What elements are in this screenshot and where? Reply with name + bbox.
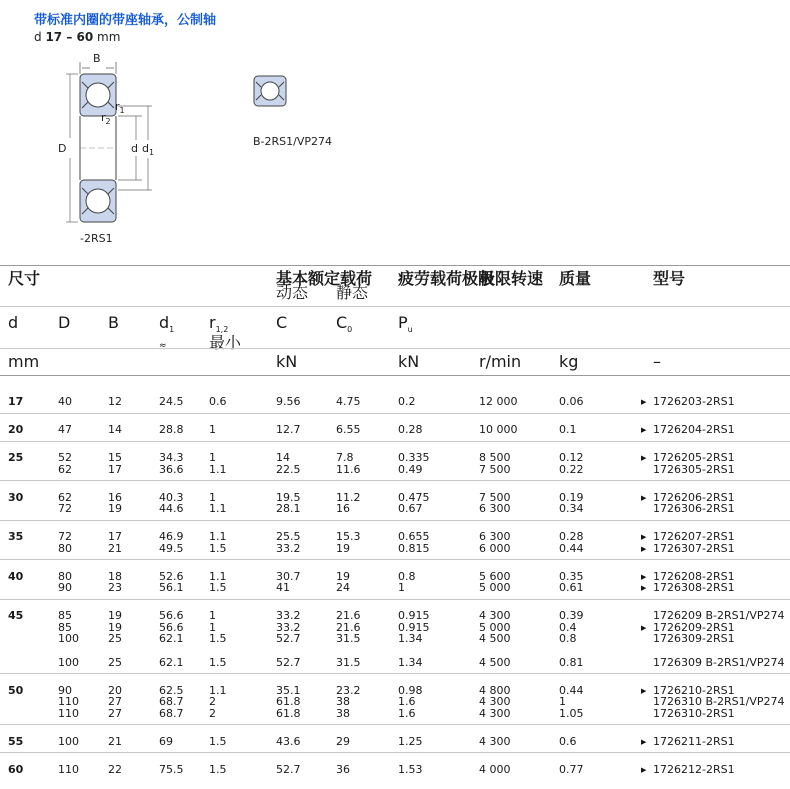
cell-C: 25.5 (276, 530, 301, 543)
bore-diameter-cell: 30 (8, 490, 24, 504)
cell-D: 100 (58, 734, 79, 748)
dim-label-D: D (58, 142, 67, 155)
cell-mass: 0.22 (559, 462, 584, 476)
cell-B: 23 (108, 581, 122, 594)
cell-r: 2 (209, 695, 216, 708)
subtitle-range: 17 – 60 (45, 30, 94, 44)
designation-arrow-icon: ▶ (641, 426, 647, 434)
cell-Pu: 0.655 (398, 530, 430, 543)
cell-Pu: 0.67 (398, 502, 423, 515)
cell-C0: 19 (336, 541, 350, 555)
cell-D: 62 (58, 462, 72, 476)
unit-dimensions: mm (8, 352, 40, 371)
cell-D: 80 (58, 541, 72, 555)
cell-C: 61.8 (276, 695, 301, 708)
cell-speed: 6 300 (479, 530, 511, 543)
designation-link[interactable]: 1726209 B-2RS1/VP274 (653, 609, 785, 622)
cell-r: 1.1 (209, 502, 227, 515)
cell-d1: 28.8 (159, 423, 184, 436)
cell-C: 22.5 (276, 462, 301, 476)
cell-mass: 1 (559, 695, 566, 708)
designation-link[interactable]: 1726310-2RS1 (653, 706, 735, 720)
cell-Pu: 0.815 (398, 541, 430, 555)
cell-C: 41 (276, 581, 290, 594)
caption-2rs1: -2RS1 (80, 232, 113, 245)
dim-label-d: d (131, 142, 138, 155)
designation-arrow-icon: ▶ (641, 737, 647, 746)
designation-link[interactable]: 1726212-2RS1 (653, 762, 735, 776)
cell-r: 1.5 (209, 734, 227, 748)
cell-r: 1.1 (209, 569, 227, 583)
header-bottom-rule (0, 375, 790, 376)
header-divider-rule (0, 306, 790, 307)
cell-r: 1.5 (209, 581, 227, 594)
designation-arrow-icon: ▶ (641, 454, 647, 462)
upper-ball (86, 83, 110, 107)
cell-d1: 68.7 (159, 706, 184, 720)
cell-mass: 0.12 (559, 451, 584, 464)
cell-D: 85 (58, 620, 72, 634)
header-designation: 型号 (653, 269, 686, 288)
cell-B: 21 (108, 734, 122, 748)
cell-C: 52.7 (276, 762, 301, 776)
cell-B: 27 (108, 706, 122, 720)
cell-r: 0.6 (209, 395, 227, 408)
cell-d1: 69 (159, 734, 173, 748)
group-divider-rule (0, 599, 790, 600)
designation-link[interactable]: 1726203-2RS1 (653, 395, 735, 408)
dim-label-r2: $r_2$ (101, 111, 111, 127)
cell-d1: 62.1 (159, 655, 184, 669)
cell-d1: 56.6 (159, 620, 184, 634)
cell-C0: 38 (336, 695, 350, 708)
caption-vp274: B-2RS1/VP274 (253, 135, 332, 148)
bore-diameter-cell: 55 (8, 734, 24, 748)
cell-mass: 0.06 (559, 395, 584, 408)
vp274-ball (261, 82, 279, 100)
cell-d1: 62.5 (159, 683, 184, 697)
cell-speed: 7 500 (479, 462, 511, 476)
cell-B: 15 (108, 451, 122, 464)
cell-mass: 0.61 (559, 581, 584, 594)
designation-arrow-icon: ▶ (641, 398, 647, 406)
cell-C0: 21.6 (336, 620, 361, 634)
cell-C0: 36 (336, 762, 350, 776)
cell-C0: 19 (336, 569, 350, 583)
cell-B: 22 (108, 762, 122, 776)
cell-C0: 4.75 (336, 395, 361, 408)
group-divider-rule (0, 520, 790, 521)
cell-Pu: 0.335 (398, 451, 430, 464)
cell-D: 100 (58, 632, 79, 645)
group-divider-rule (0, 441, 790, 442)
header-basic-load-rating: 基本额定载荷 (276, 269, 373, 288)
cell-r: 1.5 (209, 632, 227, 645)
cell-Pu: 1.6 (398, 706, 416, 720)
cell-r: 2 (209, 706, 216, 720)
cell-D: 90 (58, 683, 72, 697)
cell-Pu: 0.98 (398, 683, 423, 697)
cell-Pu: 0.915 (398, 620, 430, 634)
cell-B: 19 (108, 502, 122, 515)
cell-speed: 6 000 (479, 541, 511, 555)
cell-D: 47 (58, 423, 72, 436)
cell-Pu: 1.34 (398, 655, 423, 669)
page-title: 带标准内圈的带座轴承，公制轴 (34, 13, 217, 28)
cell-speed: 12 000 (479, 395, 518, 408)
cell-speed: 4 300 (479, 706, 511, 720)
cell-speed: 4 300 (479, 695, 511, 708)
designation-link[interactable]: 1726206-2RS1 (653, 490, 735, 504)
cell-D: 90 (58, 581, 72, 594)
designation-link[interactable]: 1726307-2RS1 (653, 541, 735, 555)
cell-C: 14 (276, 451, 290, 464)
dim-label-r1: $r_1$ (115, 100, 125, 116)
cell-mass: 0.44 (559, 683, 584, 697)
cell-d1: 68.7 (159, 695, 184, 708)
cell-C: 33.2 (276, 541, 301, 555)
cell-mass: 0.39 (559, 609, 584, 622)
cell-C: 61.8 (276, 706, 301, 720)
cell-B: 14 (108, 423, 122, 436)
header-dynamic: 动态 (276, 283, 309, 302)
cell-C0: 29 (336, 734, 350, 748)
unit-designation: – (653, 352, 661, 371)
cell-C0: 21.6 (336, 609, 361, 622)
cell-D: 110 (58, 695, 79, 708)
cell-B: 18 (108, 569, 122, 583)
subtitle-symbol: d (34, 30, 42, 44)
cell-D: 110 (58, 762, 79, 776)
bore-diameter-cell: 50 (8, 683, 24, 697)
sym-r12: $r_{1,2}$ 最小 (209, 313, 242, 353)
cell-B: 17 (108, 462, 122, 476)
cell-d1: 56.6 (159, 609, 184, 622)
cell-C0: 16 (336, 502, 350, 515)
cell-C: 33.2 (276, 609, 301, 622)
cell-C: 19.5 (276, 490, 301, 504)
cell-d1: 75.5 (159, 762, 184, 776)
cell-Pu: 0.49 (398, 462, 423, 476)
header-limiting-speed: 极限转速 (479, 269, 544, 288)
cell-speed: 5 600 (479, 569, 511, 583)
cell-mass: 0.44 (559, 541, 584, 555)
bore-diameter-cell: 25 (8, 451, 24, 464)
header-fatigue-limit: 疲劳载荷极限 (398, 269, 495, 288)
cell-speed: 5 000 (479, 581, 511, 594)
cell-Pu: 1.6 (398, 695, 416, 708)
designation-arrow-icon: ▶ (641, 686, 647, 695)
cell-r: 1.1 (209, 530, 227, 543)
unit-mass: kg (559, 352, 579, 371)
cell-C0: 38 (336, 706, 350, 720)
cell-D: 110 (58, 706, 79, 720)
bearing-section-diagram (0, 0, 360, 250)
cell-speed: 10 000 (479, 423, 518, 436)
cell-speed: 4 300 (479, 609, 511, 622)
designation-link[interactable]: 1726306-2RS1 (653, 502, 735, 515)
cell-Pu: 0.915 (398, 609, 430, 622)
sym-C: C (276, 313, 288, 332)
cell-C: 30.7 (276, 569, 301, 583)
header-dimensions: 尺寸 (8, 269, 41, 288)
designation-link[interactable]: 1726210-2RS1 (653, 683, 735, 697)
cell-r: 1.1 (209, 683, 227, 697)
designation-link[interactable]: 1726205-2RS1 (653, 451, 735, 464)
cell-C0: 6.55 (336, 423, 361, 436)
cell-mass: 0.34 (559, 502, 584, 515)
designation-link[interactable]: 1726308-2RS1 (653, 581, 735, 594)
header-mass: 质量 (559, 269, 592, 288)
table-top-rule (0, 265, 790, 266)
cell-B: 21 (108, 541, 122, 555)
cell-speed: 4 500 (479, 632, 511, 645)
cell-d1: 62.1 (159, 632, 184, 645)
cell-C0: 11.2 (336, 490, 361, 504)
bore-diameter-cell: 45 (8, 609, 24, 622)
cell-mass: 0.8 (559, 632, 577, 645)
cell-B: 16 (108, 490, 122, 504)
cell-B: 19 (108, 620, 122, 634)
cell-d1: 40.3 (159, 490, 184, 504)
cell-C0: 24 (336, 581, 350, 594)
cell-C: 12.7 (276, 423, 301, 436)
cell-D: 40 (58, 395, 72, 408)
cell-r: 1.5 (209, 762, 227, 776)
cell-D: 72 (58, 530, 72, 543)
cell-B: 12 (108, 395, 122, 408)
cell-C: 9.56 (276, 395, 301, 408)
sym-d: d (8, 313, 19, 332)
cell-Pu: 1 (398, 581, 405, 594)
cell-Pu: 1.34 (398, 632, 423, 645)
cell-C: 52.7 (276, 632, 301, 645)
cell-D: 52 (58, 451, 72, 464)
cell-C: 52.7 (276, 655, 301, 669)
group-divider-rule (0, 559, 790, 560)
sym-d1: $d_1$ ≈ (159, 313, 175, 352)
cell-r: 1.1 (209, 462, 227, 476)
cell-speed: 7 500 (479, 490, 511, 504)
symbol-divider-rule (0, 348, 790, 349)
cell-C0: 15.3 (336, 530, 361, 543)
cell-mass: 0.6 (559, 734, 577, 748)
cell-D: 85 (58, 609, 72, 622)
sym-C0: $C_0$ (336, 313, 353, 335)
cell-speed: 4 000 (479, 762, 511, 776)
cell-B: 20 (108, 683, 122, 697)
unit-load: kN (276, 352, 298, 371)
cell-mass: 0.35 (559, 569, 584, 583)
cell-speed: 4 800 (479, 683, 511, 697)
designation-link[interactable]: 1726211-2RS1 (653, 734, 735, 748)
cell-D: 72 (58, 502, 72, 515)
group-divider-rule (0, 413, 790, 414)
cell-mass: 0.1 (559, 423, 577, 436)
cell-r: 1 (209, 620, 216, 634)
cell-C: 35.1 (276, 683, 301, 697)
cell-d1: 49.5 (159, 541, 184, 555)
designation-arrow-icon: ▶ (641, 544, 647, 553)
cell-C0: 11.6 (336, 462, 361, 476)
cell-d1: 24.5 (159, 395, 184, 408)
cell-D: 100 (58, 655, 79, 669)
cell-C0: 23.2 (336, 683, 361, 697)
cell-d1: 56.1 (159, 581, 184, 594)
cell-mass: 0.77 (559, 762, 584, 776)
cell-r: 1.5 (209, 541, 227, 555)
cell-D: 62 (58, 490, 72, 504)
unit-speed: r/min (479, 352, 522, 371)
group-divider-rule (0, 673, 790, 674)
cell-r: 1 (209, 490, 216, 504)
cell-Pu: 0.8 (398, 569, 416, 583)
cell-mass: 0.19 (559, 490, 584, 504)
cell-B: 25 (108, 632, 122, 645)
cell-speed: 6 300 (479, 502, 511, 515)
designation-link[interactable]: 1726209-2RS1 (653, 620, 735, 634)
cell-speed: 5 000 (479, 620, 511, 634)
designation-link[interactable]: 1726208-2RS1 (653, 569, 735, 583)
cell-B: 25 (108, 655, 122, 669)
designation-link[interactable]: 1726204-2RS1 (653, 423, 735, 436)
dim-label-d1: $d_1$ (142, 142, 155, 158)
sym-Pu: $P_u$ (398, 313, 413, 335)
cell-speed: 4 300 (479, 734, 511, 748)
group-divider-rule (0, 480, 790, 481)
cell-d1: 44.6 (159, 502, 184, 515)
bore-diameter-cell: 60 (8, 762, 24, 776)
designation-link[interactable]: 1726309 B-2RS1/VP274 (653, 655, 785, 669)
cell-Pu: 0.28 (398, 423, 423, 436)
designation-link[interactable]: 1726310 B-2RS1/VP274 (653, 695, 785, 708)
cell-mass: 0.4 (559, 620, 577, 634)
cell-r: 1.5 (209, 655, 227, 669)
cell-mass: 0.28 (559, 530, 584, 543)
designation-link[interactable]: 1726305-2RS1 (653, 462, 735, 476)
cell-d1: 36.6 (159, 462, 184, 476)
cell-d1: 52.6 (159, 569, 184, 583)
cell-speed: 8 500 (479, 451, 511, 464)
cell-C0: 31.5 (336, 655, 361, 669)
cell-r: 1 (209, 609, 216, 622)
designation-arrow-icon: ▶ (641, 572, 647, 581)
cell-mass: 0.81 (559, 655, 584, 669)
cell-mass: 1.05 (559, 706, 584, 720)
cell-C: 33.2 (276, 620, 301, 634)
cell-d1: 34.3 (159, 451, 184, 464)
sym-D: D (58, 313, 71, 332)
designation-arrow-icon: ▶ (641, 765, 647, 774)
cell-speed: 4 500 (479, 655, 511, 669)
bore-diameter-cell: 40 (8, 569, 24, 583)
cell-Pu: 0.2 (398, 395, 416, 408)
designation-link[interactable]: 1726207-2RS1 (653, 530, 735, 543)
cell-Pu: 1.53 (398, 762, 423, 776)
cell-B: 17 (108, 530, 122, 543)
designation-arrow-icon: ▶ (641, 493, 647, 502)
cell-r: 1 (209, 451, 216, 464)
cell-r: 1 (209, 423, 216, 436)
designation-arrow-icon: ▶ (641, 533, 647, 541)
group-divider-rule (0, 752, 790, 753)
designation-arrow-icon: ▶ (641, 623, 647, 632)
cell-C: 43.6 (276, 734, 301, 748)
group-divider-rule (0, 724, 790, 725)
cell-C0: 7.8 (336, 451, 354, 464)
cell-Pu: 0.475 (398, 490, 430, 504)
cell-B: 19 (108, 609, 122, 622)
unit-fatigue: kN (398, 352, 420, 371)
cell-C: 28.1 (276, 502, 301, 515)
designation-arrow-icon: ▶ (641, 584, 647, 592)
sym-B: B (108, 313, 119, 332)
cell-D: 80 (58, 569, 72, 583)
bore-diameter-cell: 20 (8, 423, 24, 436)
lower-ball (86, 189, 110, 213)
cell-B: 27 (108, 695, 122, 708)
cell-d1: 46.9 (159, 530, 184, 543)
dim-label-B: B (93, 52, 101, 65)
bore-diameter-cell: 35 (8, 530, 24, 543)
designation-link[interactable]: 1726309-2RS1 (653, 632, 735, 645)
cell-Pu: 1.25 (398, 734, 423, 748)
cell-C0: 31.5 (336, 632, 361, 645)
bore-diameter-cell: 17 (8, 395, 24, 408)
header-static: 静态 (336, 283, 369, 302)
subtitle-unit: mm (97, 30, 121, 44)
